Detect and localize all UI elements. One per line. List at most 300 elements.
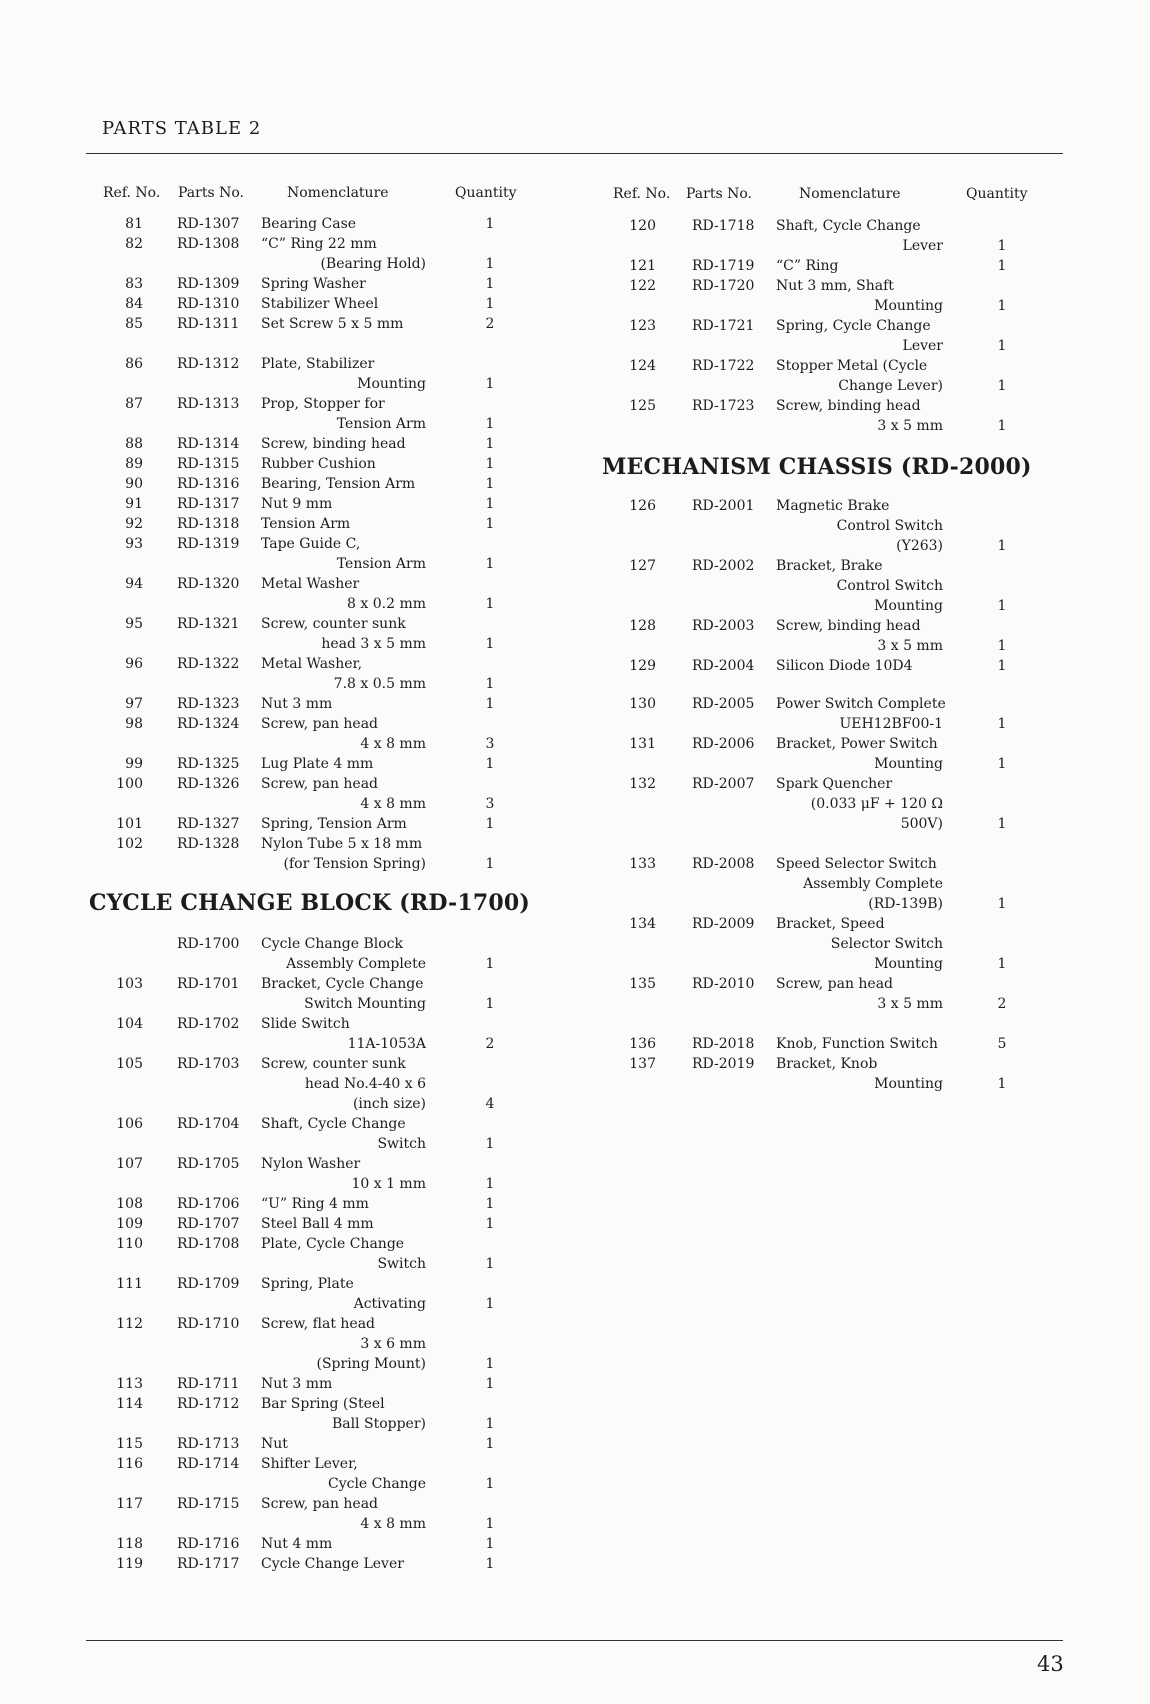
table-row (0, 296, 1150, 316)
ref-number: 115 (116, 1436, 143, 1452)
bottom-rule (86, 1640, 1063, 1641)
nomenclature: Nut 9 mm (261, 496, 333, 512)
part-number: RD-1723 (692, 398, 755, 414)
quantity: 1 (485, 1556, 495, 1572)
quantity: 5 (997, 1036, 1007, 1052)
ref-number: 126 (629, 498, 656, 514)
quantity: 1 (485, 1416, 495, 1432)
nomenclature: Plate, Cycle Change (261, 1236, 405, 1252)
table-row (0, 1214, 1150, 1234)
nomenclature: Spring, Cycle Change (776, 318, 931, 334)
part-number: RD-2006 (692, 736, 755, 752)
quantity: 1 (485, 856, 495, 872)
nomenclature: Knob, Function Switch (776, 1036, 938, 1052)
header-quantity-right: Quantity (966, 186, 1028, 202)
quantity: 1 (485, 1516, 495, 1532)
ref-number: 98 (125, 716, 143, 732)
nomenclature: 4 x 8 mm (360, 736, 426, 752)
nomenclature: 3 x 5 mm (877, 418, 943, 434)
nomenclature: head No.4-40 x 6 (304, 1076, 426, 1092)
ref-number: 108 (116, 1196, 143, 1212)
ref-number: 92 (125, 516, 143, 532)
table-row (0, 934, 1150, 954)
header-parts-right: Parts No. (686, 186, 752, 202)
table-row (0, 1154, 1150, 1174)
part-number: RD-2002 (692, 558, 755, 574)
part-number: RD-1323 (177, 696, 240, 712)
table-row (0, 794, 1150, 814)
table-row (0, 1114, 1150, 1134)
nomenclature: head 3 x 5 mm (321, 636, 426, 652)
quantity: 1 (485, 996, 495, 1012)
table-row (0, 496, 1150, 516)
ref-number: 120 (629, 218, 656, 234)
nomenclature: Bracket, Cycle Change (261, 976, 424, 992)
ref-number: 86 (125, 356, 143, 372)
quantity: 1 (485, 1136, 495, 1152)
nomenclature: Metal Washer, (261, 656, 363, 672)
quantity: 1 (485, 1256, 495, 1272)
nomenclature: Screw, counter sunk (261, 1056, 406, 1072)
quantity: 3 (485, 796, 495, 812)
quantity: 1 (485, 636, 495, 652)
ref-number: 88 (125, 436, 143, 452)
section-cycle-change-block: CYCLE CHANGE BLOCK (RD-1700) (89, 890, 530, 916)
table-row (0, 854, 1150, 874)
table-row (0, 376, 1150, 396)
table-row (0, 1514, 1150, 1534)
nomenclature: Nut 4 mm (261, 1536, 333, 1552)
quantity: 1 (485, 596, 495, 612)
nomenclature: Stabilizer Wheel (261, 296, 379, 312)
table-row (0, 396, 1150, 416)
quantity: 1 (485, 216, 495, 232)
nomenclature: Screw, flat head (261, 1316, 376, 1332)
part-number: RD-1710 (177, 1316, 240, 1332)
table-row (0, 1454, 1150, 1474)
table-row (0, 236, 1150, 256)
nomenclature: Plate, Stabilizer (261, 356, 375, 372)
part-number: RD-1720 (692, 278, 755, 294)
quantity: 1 (997, 956, 1007, 972)
table-row (0, 834, 1150, 854)
part-number: RD-2010 (692, 976, 755, 992)
nomenclature: Lug Plate 4 mm (261, 756, 374, 772)
ref-number: 83 (125, 276, 143, 292)
nomenclature: Stopper Metal (Cycle (776, 358, 928, 374)
part-number: RD-1322 (177, 656, 240, 672)
table-row (0, 656, 1150, 676)
quantity: 1 (485, 416, 495, 432)
top-rule (86, 153, 1063, 154)
nomenclature: 8 x 0.2 mm (347, 596, 426, 612)
part-number: RD-1324 (177, 716, 240, 732)
nomenclature: “U” Ring 4 mm (261, 1196, 369, 1212)
table-row (0, 596, 1150, 616)
part-number: RD-1712 (177, 1396, 240, 1412)
nomenclature: Screw, pan head (261, 776, 379, 792)
part-number: RD-1708 (177, 1236, 240, 1252)
part-number: RD-1321 (177, 616, 240, 632)
table-row (0, 974, 1150, 994)
part-number: RD-1328 (177, 836, 240, 852)
nomenclature: 7.8 x 0.5 mm (333, 676, 426, 692)
quantity: 3 (485, 736, 495, 752)
quantity: 1 (485, 456, 495, 472)
ref-number: 102 (116, 836, 143, 852)
table-row (0, 874, 1150, 894)
part-number: RD-1721 (692, 318, 755, 334)
nomenclature: Cycle Change Lever (261, 1556, 404, 1572)
nomenclature: Silicon Diode 10D4 (776, 658, 913, 674)
part-number: RD-1317 (177, 496, 240, 512)
nomenclature: Nylon Washer (261, 1156, 361, 1172)
nomenclature: (Y263) (896, 538, 943, 554)
nomenclature: Screw, pan head (261, 1496, 379, 1512)
part-number: RD-1709 (177, 1276, 240, 1292)
table-row (0, 1434, 1150, 1454)
quantity: 4 (485, 1096, 495, 1112)
ref-number: 96 (125, 656, 143, 672)
ref-number: 135 (629, 976, 656, 992)
ref-number: 104 (116, 1016, 143, 1032)
nomenclature: Bracket, Brake (776, 558, 883, 574)
table-row (0, 636, 1150, 656)
table-row (0, 576, 1150, 596)
nomenclature: Switch Mounting (304, 996, 426, 1012)
quantity: 1 (997, 538, 1007, 554)
table-row (0, 1474, 1150, 1494)
table-row (0, 1554, 1150, 1574)
quantity: 1 (485, 476, 495, 492)
part-number: RD-2019 (692, 1056, 755, 1072)
nomenclature: Change Lever) (838, 378, 943, 394)
table-row (0, 954, 1150, 974)
nomenclature: 10 x 1 mm (351, 1176, 426, 1192)
nomenclature: Nylon Tube 5 x 18 mm (261, 836, 423, 852)
ref-number: 114 (116, 1396, 143, 1412)
part-number: RD-2001 (692, 498, 755, 514)
ref-number: 134 (629, 916, 656, 932)
ref-number: 87 (125, 396, 143, 412)
part-number: RD-2018 (692, 1036, 755, 1052)
table-row (0, 556, 1150, 576)
nomenclature: Cycle Change (327, 1476, 426, 1492)
part-number: RD-2005 (692, 696, 755, 712)
ref-number: 110 (116, 1236, 143, 1252)
quantity: 1 (997, 638, 1007, 654)
nomenclature: Tape Guide C, (261, 536, 361, 552)
ref-number: 117 (116, 1496, 143, 1512)
nomenclature: Shifter Lever, (261, 1456, 358, 1472)
part-number: RD-1719 (692, 258, 755, 274)
part-number: RD-1310 (177, 296, 240, 312)
nomenclature: Nut 3 mm (261, 696, 333, 712)
nomenclature: 4 x 8 mm (360, 1516, 426, 1532)
nomenclature: Screw, binding head (261, 436, 406, 452)
part-number: RD-2009 (692, 916, 755, 932)
quantity: 1 (997, 1076, 1007, 1092)
table-row (0, 1374, 1150, 1394)
table-row (0, 1334, 1150, 1354)
table-row (0, 1414, 1150, 1434)
quantity: 1 (485, 1356, 495, 1372)
part-number: RD-2004 (692, 658, 755, 674)
part-number: RD-1714 (177, 1456, 240, 1472)
part-number: RD-2007 (692, 776, 755, 792)
part-number: RD-1308 (177, 236, 240, 252)
ref-number: 84 (125, 296, 143, 312)
ref-number: 133 (629, 856, 656, 872)
nomenclature: (inch size) (352, 1096, 426, 1112)
ref-number: 103 (116, 976, 143, 992)
nomenclature: 11A-1053A (347, 1036, 426, 1052)
nomenclature: Screw, binding head (776, 618, 921, 634)
quantity: 1 (997, 258, 1007, 274)
ref-number: 107 (116, 1156, 143, 1172)
nomenclature: 4 x 8 mm (360, 796, 426, 812)
part-number: RD-1327 (177, 816, 240, 832)
nomenclature: Cycle Change Block (261, 936, 403, 952)
table-row (0, 1354, 1150, 1374)
quantity: 1 (485, 1476, 495, 1492)
table-row (0, 1234, 1150, 1254)
table-row (0, 894, 1150, 914)
nomenclature: 3 x 5 mm (877, 996, 943, 1012)
nomenclature: UEH12BF00-1 (839, 716, 943, 732)
nomenclature: Assembly Complete (803, 876, 943, 892)
quantity: 1 (997, 598, 1007, 614)
quantity: 1 (485, 516, 495, 532)
ref-number: 105 (116, 1056, 143, 1072)
table-row (0, 754, 1150, 774)
table-row (0, 1394, 1150, 1414)
nomenclature: Tension Arm (261, 516, 351, 532)
part-number: RD-1313 (177, 396, 240, 412)
part-number: RD-1319 (177, 536, 240, 552)
quantity: 1 (485, 376, 495, 392)
table-row (0, 1174, 1150, 1194)
table-row (0, 734, 1150, 754)
table-row (0, 1134, 1150, 1154)
table-row (0, 1294, 1150, 1314)
part-number: RD-2008 (692, 856, 755, 872)
nomenclature: Nut 3 mm (261, 1376, 333, 1392)
part-number: RD-1716 (177, 1536, 240, 1552)
table-row (0, 994, 1150, 1014)
ref-number: 124 (629, 358, 656, 374)
table-row (0, 536, 1150, 556)
ref-number: 91 (125, 496, 143, 512)
nomenclature: Nut (261, 1436, 288, 1452)
part-number: RD-1717 (177, 1556, 240, 1572)
nomenclature: Screw, binding head (776, 398, 921, 414)
ref-number: 132 (629, 776, 656, 792)
nomenclature: Spark Quencher (776, 776, 893, 792)
part-number: RD-1316 (177, 476, 240, 492)
nomenclature: Magnetic Brake (776, 498, 890, 514)
quantity: 1 (997, 418, 1007, 434)
part-number: RD-2003 (692, 618, 755, 634)
ref-number: 118 (116, 1536, 143, 1552)
table-row (0, 1314, 1150, 1334)
nomenclature: (Spring Mount) (316, 1356, 426, 1372)
nomenclature: Switch (377, 1256, 426, 1272)
ref-number: 95 (125, 616, 143, 632)
nomenclature: Rubber Cushion (261, 456, 376, 472)
part-number: RD-1309 (177, 276, 240, 292)
nomenclature: Mounting (874, 598, 943, 614)
quantity: 1 (485, 1216, 495, 1232)
page-number: 43 (1037, 1652, 1064, 1676)
header-parts-left: Parts No. (178, 185, 244, 201)
quantity: 1 (485, 1196, 495, 1212)
table-row (0, 336, 1150, 356)
quantity: 1 (997, 816, 1007, 832)
table-row (0, 356, 1150, 376)
quantity: 1 (485, 1376, 495, 1392)
ref-number: 89 (125, 456, 143, 472)
quantity: 1 (485, 676, 495, 692)
page-title: PARTS TABLE 2 (102, 118, 262, 139)
header-nomenclature-left: Nomenclature (287, 185, 389, 201)
nomenclature: Screw, pan head (776, 976, 894, 992)
ref-number: 116 (116, 1456, 143, 1472)
nomenclature: “C” Ring (776, 258, 839, 274)
part-number: RD-1715 (177, 1496, 240, 1512)
ref-number: 136 (629, 1036, 656, 1052)
ref-number: 121 (629, 258, 656, 274)
nomenclature: Switch (377, 1136, 426, 1152)
quantity: 1 (997, 658, 1007, 674)
nomenclature: Tension Arm (336, 416, 426, 432)
quantity: 1 (485, 256, 495, 272)
nomenclature: Bracket, Speed (776, 916, 885, 932)
quantity: 1 (997, 238, 1007, 254)
quantity: 1 (485, 436, 495, 452)
quantity: 2 (997, 996, 1007, 1012)
ref-number: 100 (116, 776, 143, 792)
nomenclature: Mounting (357, 376, 426, 392)
table-row (0, 1074, 1150, 1094)
ref-number: 99 (125, 756, 143, 772)
nomenclature: 3 x 6 mm (360, 1336, 426, 1352)
part-number: RD-1703 (177, 1056, 240, 1072)
nomenclature: Screw, pan head (261, 716, 379, 732)
nomenclature: (for Tension Spring) (283, 856, 426, 872)
nomenclature: Steel Ball 4 mm (261, 1216, 374, 1232)
quantity: 1 (997, 298, 1007, 314)
ref-number: 109 (116, 1216, 143, 1232)
quantity: 1 (997, 716, 1007, 732)
quantity: 1 (485, 816, 495, 832)
nomenclature: Ball Stopper) (331, 1416, 426, 1432)
nomenclature: Prop, Stopper for (261, 396, 385, 412)
section-mechanism-chassis: MECHANISM CHASSIS (RD-2000) (602, 454, 1032, 480)
table-row (0, 1494, 1150, 1514)
nomenclature: Power Switch Complete (776, 696, 946, 712)
nomenclature: Slide Switch (261, 1016, 350, 1032)
ref-number: 122 (629, 278, 656, 294)
nomenclature: Spring, Tension Arm (261, 816, 407, 832)
nomenclature: (Bearing Hold) (320, 256, 426, 272)
nomenclature: Screw, counter sunk (261, 616, 406, 632)
nomenclature: Nut 3 mm, Shaft (776, 278, 894, 294)
nomenclature: Mounting (874, 756, 943, 772)
quantity: 1 (485, 756, 495, 772)
nomenclature: Assembly Complete (286, 956, 426, 972)
part-number: RD-1320 (177, 576, 240, 592)
part-number: RD-1315 (177, 456, 240, 472)
nomenclature: Selector Switch (830, 936, 943, 952)
nomenclature: 3 x 5 mm (877, 638, 943, 654)
nomenclature: 500V) (900, 816, 943, 832)
table-row (0, 714, 1150, 734)
table-row (0, 454, 1150, 474)
part-number: RD-1701 (177, 976, 240, 992)
quantity: 1 (485, 1436, 495, 1452)
quantity: 1 (997, 378, 1007, 394)
nomenclature: Lever (902, 338, 943, 354)
ref-number: 90 (125, 476, 143, 492)
table-row (0, 256, 1150, 276)
nomenclature: Control Switch (836, 518, 943, 534)
ref-number: 129 (629, 658, 656, 674)
part-number: RD-1704 (177, 1116, 240, 1132)
part-number: RD-1718 (692, 218, 755, 234)
ref-number: 101 (116, 816, 143, 832)
header-quantity-left: Quantity (455, 185, 517, 201)
part-number: RD-1314 (177, 436, 240, 452)
quantity: 1 (485, 1536, 495, 1552)
table-row (0, 1254, 1150, 1274)
nomenclature: Metal Washer (261, 576, 360, 592)
part-number: RD-1325 (177, 756, 240, 772)
header-ref-left: Ref. No. (103, 185, 161, 201)
part-number: RD-1705 (177, 1156, 240, 1172)
part-number: RD-1711 (177, 1376, 240, 1392)
header-nomenclature-right: Nomenclature (799, 186, 901, 202)
quantity: 1 (485, 556, 495, 572)
table-row (0, 914, 1150, 934)
ref-number: 106 (116, 1116, 143, 1132)
nomenclature: Mounting (874, 956, 943, 972)
quantity: 1 (485, 496, 495, 512)
nomenclature: Bracket, Power Switch (776, 736, 938, 752)
table-row (0, 1194, 1150, 1214)
ref-number: 131 (629, 736, 656, 752)
table-row (0, 216, 1150, 236)
part-number: RD-1702 (177, 1016, 240, 1032)
ref-number: 119 (116, 1556, 143, 1572)
nomenclature: Shaft, Cycle Change (261, 1116, 406, 1132)
ref-number: 97 (125, 696, 143, 712)
nomenclature: Tension Arm (336, 556, 426, 572)
part-number: RD-1713 (177, 1436, 240, 1452)
table-row (0, 674, 1150, 694)
nomenclature: Spring, Plate (261, 1276, 354, 1292)
part-number: RD-1312 (177, 356, 240, 372)
ref-number: 125 (629, 398, 656, 414)
nomenclature: (RD-139B) (868, 896, 943, 912)
part-number: RD-1707 (177, 1216, 240, 1232)
ref-number: 113 (116, 1376, 143, 1392)
table-row (0, 1094, 1150, 1114)
table-row (0, 276, 1150, 296)
table-row (0, 1034, 1150, 1054)
quantity: 1 (997, 756, 1007, 772)
quantity: 1 (997, 338, 1007, 354)
